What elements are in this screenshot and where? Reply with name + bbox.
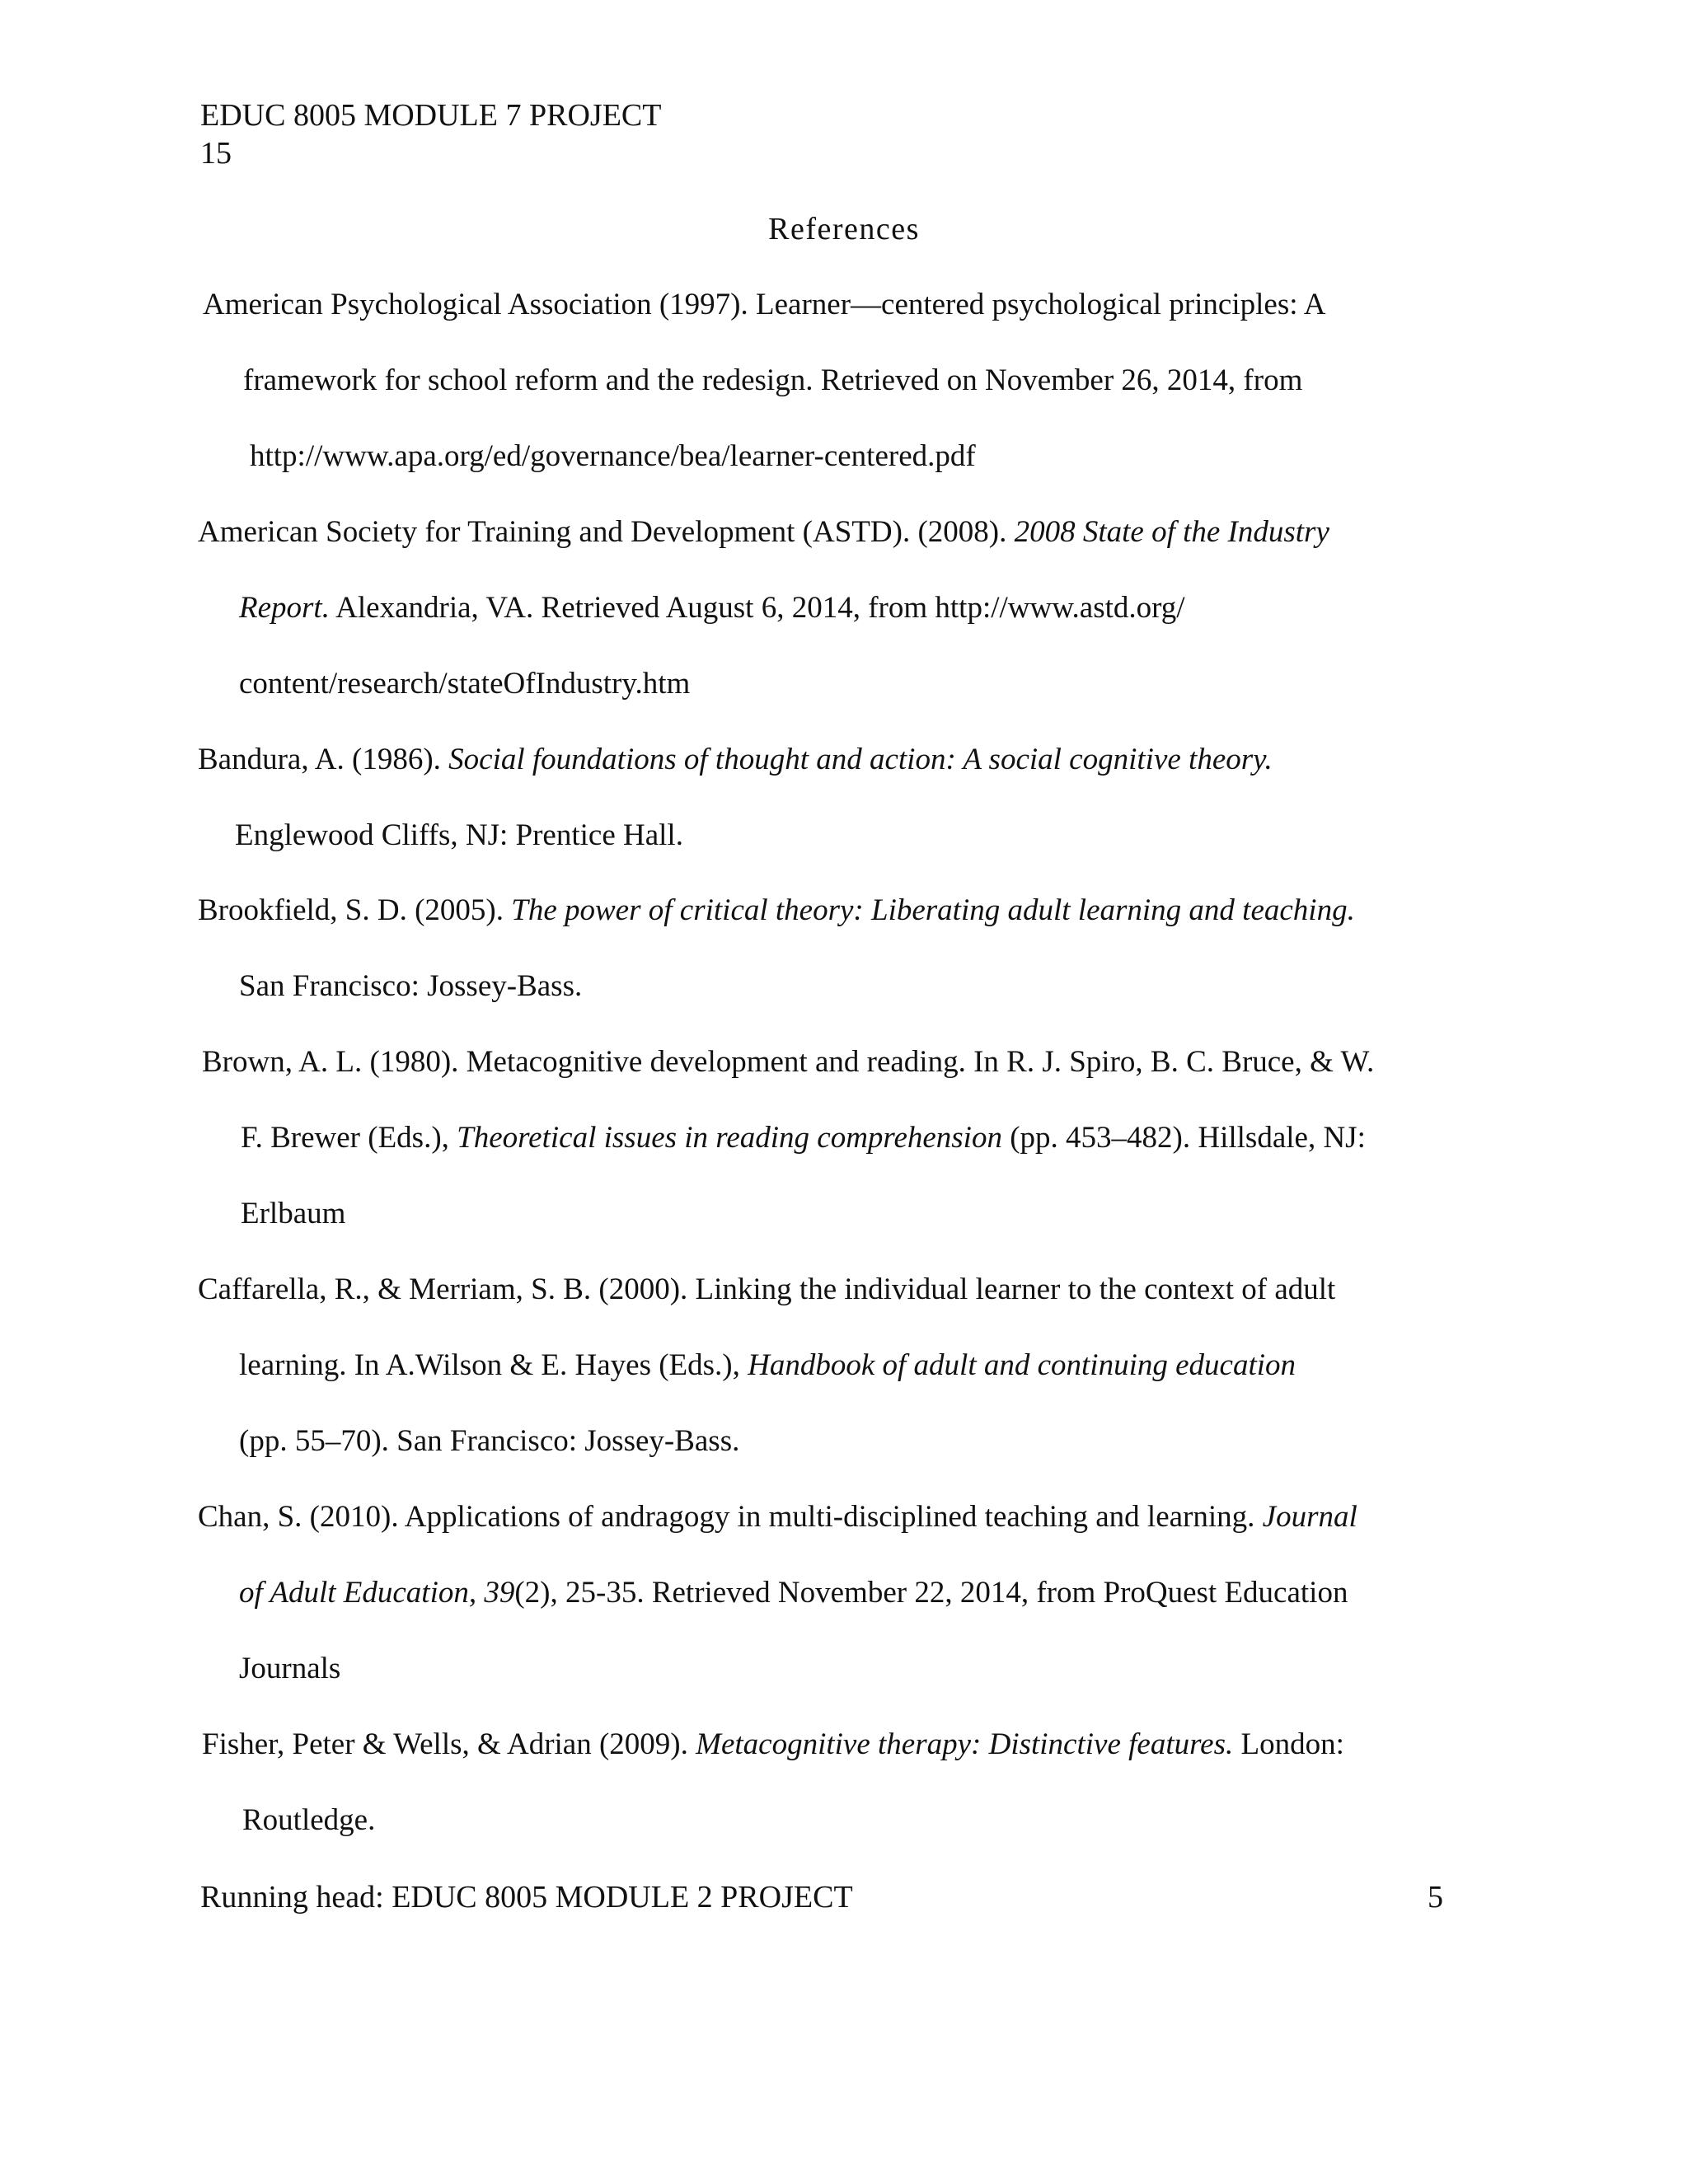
footer-page-number: 5: [1428, 1880, 1443, 1915]
reference-text: Englewood Cliffs, NJ: Prentice Hall.: [235, 818, 683, 852]
reference-url: content/research/stateOfIndustry.htm: [239, 667, 691, 701]
reference-text: Journals: [239, 1652, 341, 1685]
reference-title: Report.: [239, 591, 330, 625]
reference-line: [239, 666, 690, 702]
reference-title: 2008 State of the Industry: [1014, 515, 1329, 549]
reference-text: Caffarella, R., & Merriam, S. B. (2000). Linking the individual learner to the context of adult: [198, 1272, 1336, 1306]
reference-text: (pp. 453–482). Hillsdale, NJ:: [1001, 1121, 1366, 1155]
reference-text: American Psychological Association (1997). Learner—centered psychological principles: A: [203, 288, 1326, 321]
reference-text: Bandura, A. (1986).: [198, 743, 449, 776]
reference-text: Chan, S. (2010). Applications of andragogy in multi-disciplined teaching and learning.: [198, 1500, 1263, 1534]
reference-line: [243, 363, 1302, 399]
reference-line: [239, 1651, 340, 1687]
reference-text: Brookfield, S. D. (2005).: [198, 893, 512, 927]
reference-text: learning. In A.Wilson & E. Hayes (Eds.),: [239, 1348, 748, 1382]
reference-text: San Francisco: Jossey-Bass.: [239, 969, 583, 1003]
reference-text: London:: [1233, 1727, 1344, 1761]
reference-line: [203, 287, 1325, 323]
reference-line: [198, 1272, 1335, 1308]
reference-title: Metacognitive therapy: Distinctive features.: [696, 1727, 1234, 1761]
reference-line: [198, 514, 1329, 551]
reference-text: (pp. 55–70). San Francisco: Jossey-Bass.: [239, 1424, 740, 1458]
reference-line: [235, 818, 683, 854]
reference-line: [241, 1120, 1366, 1156]
reference-text: Fisher, Peter & Wells, & Adrian (2009).: [202, 1727, 696, 1761]
reference-title: Social foundations of thought and action: A social cognitive theory.: [448, 743, 1273, 776]
reference-line: [198, 742, 1273, 778]
reference-text: Brown, A. L. (1980). Metacognitive development and reading. In R. J. Spiro, B. C. Bruce, & W.: [202, 1045, 1375, 1079]
reference-line: [239, 590, 1185, 626]
reference-title: Theoretical issues in reading comprehension: [457, 1121, 1002, 1155]
reference-line: [198, 1499, 1357, 1535]
reference-title: of Adult Education, 39: [239, 1576, 515, 1610]
reference-line: [202, 1727, 1344, 1763]
reference-line: [250, 438, 976, 475]
reference-text: American Society for Training and Development (ASTD). (2008).: [198, 515, 1015, 549]
reference-text: Erlbaum: [241, 1197, 346, 1230]
reference-line: [241, 1196, 345, 1232]
reference-title: Handbook of adult and continuing education: [748, 1348, 1296, 1382]
references-heading: References: [768, 212, 920, 246]
reference-text: framework for school reform and the redesign. Retrieved on November 26, 2014, from: [243, 363, 1303, 397]
reference-title: The power of critical theory: Liberating adult learning and teaching.: [511, 893, 1355, 927]
reference-url: http://www.apa.org/ed/governance/bea/learner-centered.pdf: [250, 439, 976, 473]
header-title: EDUC 8005 MODULE 7 PROJECT: [200, 98, 662, 133]
reference-line: [239, 968, 582, 1005]
reference-title: Journal: [1262, 1500, 1357, 1534]
reference-text: F. Brewer (Eds.),: [241, 1121, 457, 1155]
reference-text: Alexandria, VA. Retrieved August 6, 2014, from http://www.astd.org/: [329, 591, 1185, 625]
reference-line: [239, 1347, 1296, 1384]
header-page-number: 15: [200, 136, 232, 171]
reference-text: Routledge.: [242, 1803, 376, 1837]
reference-line: [198, 893, 1355, 929]
reference-line: [202, 1044, 1374, 1080]
footer-running-head: Running head: EDUC 8005 MODULE 2 PROJECT: [200, 1880, 853, 1915]
reference-line: [239, 1423, 739, 1460]
reference-line: [239, 1575, 1348, 1611]
reference-line: [242, 1802, 375, 1839]
reference-text: (2), 25-35. Retrieved November 22, 2014, from ProQuest Education: [514, 1576, 1348, 1610]
